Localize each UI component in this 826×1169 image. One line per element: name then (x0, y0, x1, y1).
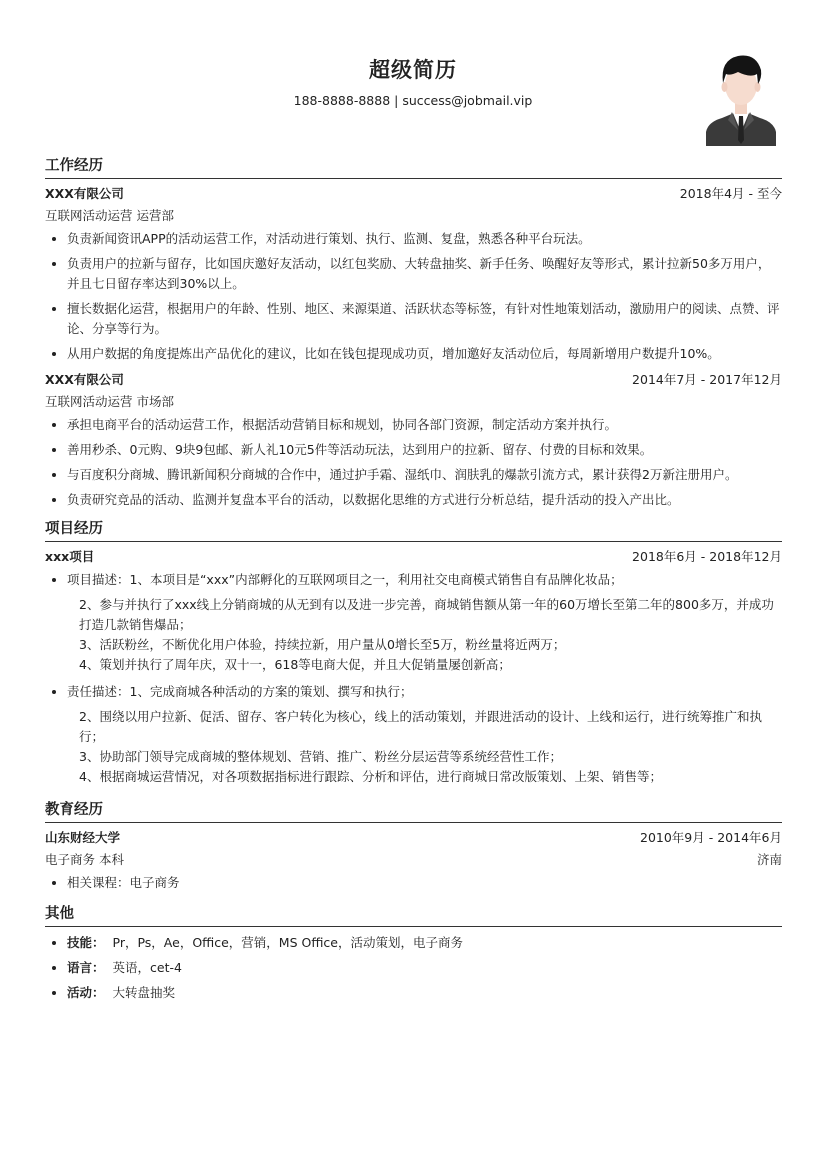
project-desc-line: 3、活跃粉丝，不断优化用户体验，持续拉新，用户量从0增长至5万，粉丝量将近两万； (79, 637, 566, 652)
skill-label: 技能： (67, 935, 105, 950)
list-item: • 承担电商平台的活动运营工作，根据活动营销目标和规划，协同各部门资源，制定活动方案并执行。 (67, 415, 782, 435)
project-desc-list (45, 570, 782, 590)
job-duties-list (45, 415, 782, 510)
job-header (45, 183, 782, 205)
project-header (45, 546, 782, 568)
other-list (45, 933, 782, 1003)
person-name: 超级简历 (369, 58, 457, 82)
activity-value: 大转盘抽奖 (112, 985, 176, 1000)
company-name: XXX有限公司 (45, 372, 124, 387)
job-role-text: 互联网活动运营 市场部 (45, 394, 174, 409)
language-label: 语言： (67, 960, 105, 975)
list-item: • 责任描述：1、完成商城各种活动的方案的策划、撰写和执行； (67, 682, 782, 702)
resume-content (45, 155, 782, 1011)
list-item: • 善用秒杀、0元购、9块9包邮、新人礼10元5件等活动玩法，达到用户的拉新、留存、付费的目标和效果。 (67, 440, 782, 460)
school-name: 山东财经大学 (45, 830, 121, 845)
project-section-title: 项目经历 (45, 518, 782, 542)
company-name: XXX有限公司 (45, 186, 124, 201)
list-item (67, 933, 782, 953)
school-date: 2010年9月 - 2014年6月 (640, 830, 782, 845)
other-section (45, 903, 782, 1003)
project-desc-line: 4、策划并执行了周年庆，双十一，618等电商大促，并且大促销量屡创新高； (79, 657, 511, 672)
list-item: • 相关课程：电子商务 (67, 873, 782, 893)
list-item: • 负责新闻资讯APP的活动运营工作，对活动进行策划、执行、监测、复盘，熟悉各种平台玩法。 (67, 229, 782, 249)
job-role (45, 391, 782, 413)
job-duties-list (45, 229, 782, 364)
project-name: xxx项目 (45, 549, 95, 564)
job-date: 2018年4月 - 至今 (679, 186, 782, 201)
list-item (67, 983, 782, 1003)
skill-value: Pr，Ps，Ae，Office，营销，MS Office，活动策划，电子商务 (112, 935, 463, 950)
list-item: • 擅长数据化运营，根据用户的年龄、性别、地区、来源渠道、活跃状态等标签，有针对性地策划活动，激励用户的阅读、点赞、评论、分享等行为。 (67, 299, 782, 339)
school-details (45, 849, 782, 871)
education-section-title: 教育经历 (45, 799, 782, 823)
education-section (45, 799, 782, 893)
project-section (45, 518, 782, 787)
school-city: 济南 (756, 852, 782, 867)
other-section-title: 其他 (45, 903, 782, 927)
project-duty-line: 3、协助部门领导完成商城的整体规划、营销、推广、粉丝分层运营等系统经营性工作； (79, 749, 562, 764)
job-role (45, 205, 782, 227)
list-item: • 与百度积分商城、腾讯新闻积分商城的合作中，通过护手霜、湿纸巾、润肤乳的爆款引流方式，累计获得2万新注册用户。 (67, 465, 782, 485)
project-duty-line: 4、根据商城运营情况，对各项数据指标进行跟踪、分析和评估，进行商城日常改版策划、上架、销售等； (79, 769, 662, 784)
course-list (45, 873, 782, 893)
avatar-icon (704, 50, 778, 146)
contact-info: 188-8888-8888 | success@jobmail.vip (293, 93, 533, 108)
list-item: • 从用户数据的角度提炼出产品优化的建议，比如在钱包提现成功页，增加邀好友活动位后，每周新增用户数提升10%。 (67, 344, 782, 364)
school-header (45, 827, 782, 849)
job-date: 2014年7月 - 2017年12月 (632, 372, 782, 387)
list-item (67, 958, 782, 978)
job-role-text: 互联网活动运营 运营部 (45, 208, 174, 223)
activity-label: 活动： (67, 985, 105, 1000)
list-item: • 负责用户的拉新与留存，比如国庆邀好友活动，以红包奖励、大转盘抽奖、新手任务、唤醒好友等形式，累计拉新50多万用户，并且七日留存率达到30%以上。 (67, 254, 782, 294)
list-item: • 项目描述：1、本项目是“xxx”内部孵化的互联网项目之一，利用社交电商模式销售自有品牌化妆品； (67, 570, 782, 590)
resume-header (0, 56, 826, 110)
project-duty-line: 2、围绕以用户拉新、促活、留存、客户转化为核心，线上的活动策划，并跟进活动的设计、上线和运行，进行统筹推广和执行； (79, 709, 762, 744)
major-text: 电子商务 本科 (45, 852, 124, 867)
language-value: 英语，cet-4 (112, 960, 182, 975)
list-item: • 负责研究竞品的活动、监测并复盘本平台的活动，以数据化思维的方式进行分析总结，提升活动的投入产出比。 (67, 490, 782, 510)
job-header (45, 369, 782, 391)
project-desc-line: 2、参与并执行了xxx线上分销商城的从无到有以及进一步完善，商城销售额从第一年的60万增长至第二年的800多万，并成功打造几款销售爆品； (79, 597, 774, 632)
project-duty-list (45, 682, 782, 702)
work-section (45, 155, 782, 510)
project-date: 2018年6月 - 2018年12月 (632, 549, 782, 564)
work-section-title: 工作经历 (45, 155, 782, 179)
